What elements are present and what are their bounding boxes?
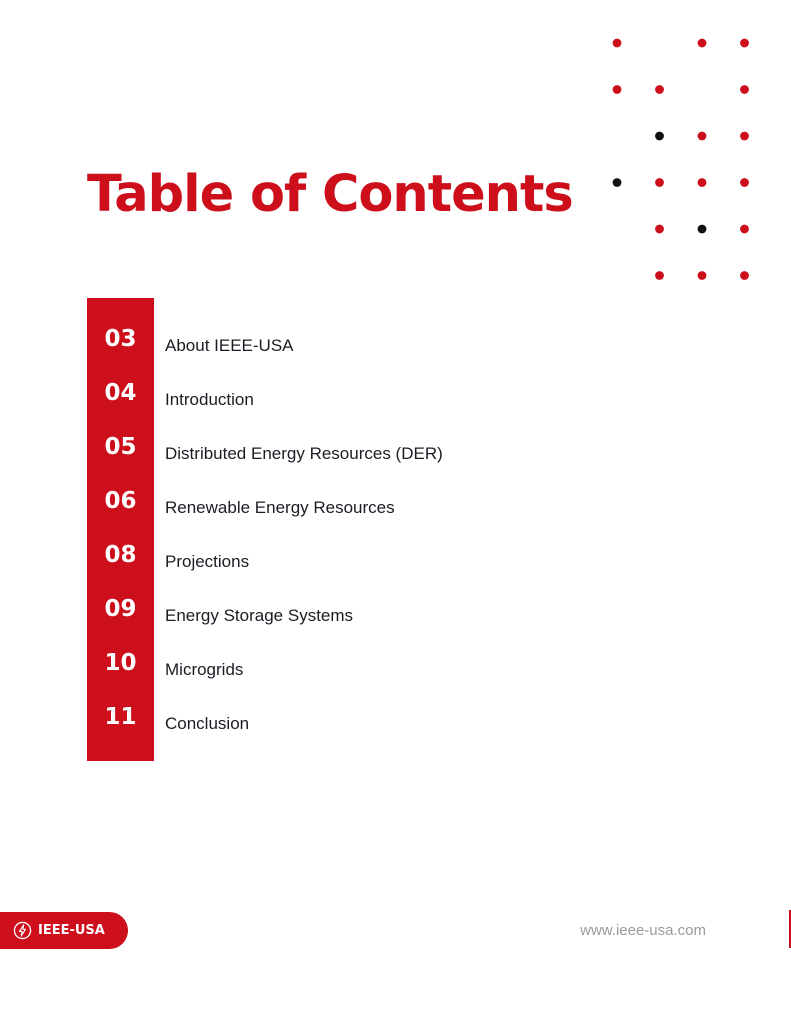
toc-page-number: 06 — [104, 488, 137, 514]
toc-entry-projections[interactable] — [87, 529, 587, 583]
toc-entry-label: Introduction — [165, 390, 254, 409]
decorative-dot — [698, 132, 707, 141]
toc-page-number: 04 — [104, 380, 137, 406]
page-title: Table of Contents — [87, 165, 573, 224]
decorative-dot — [655, 225, 664, 234]
decorative-dot — [740, 225, 749, 234]
decorative-dot — [655, 271, 664, 280]
decorative-dot — [698, 178, 707, 187]
decorative-dot — [655, 132, 664, 141]
decorative-dot — [740, 132, 749, 141]
table-of-contents-list — [87, 313, 587, 745]
toc-entry-label: Renewable Energy Resources — [165, 498, 395, 517]
decorative-dot — [740, 39, 749, 48]
decorative-dot — [655, 178, 664, 187]
decorative-dot — [740, 178, 749, 187]
decorative-dot — [740, 85, 749, 94]
toc-entry-der[interactable] — [87, 421, 587, 475]
website-url[interactable]: www.ieee-usa.com — [580, 922, 706, 939]
decorative-dot — [613, 178, 622, 187]
toc-page-number: 03 — [104, 326, 137, 352]
decorative-dot — [655, 85, 664, 94]
decorative-dot — [698, 39, 707, 48]
toc-entry-renewable[interactable] — [87, 475, 587, 529]
decorative-dot — [740, 271, 749, 280]
toc-page-number: 05 — [104, 434, 137, 460]
toc-page-number: 09 — [104, 596, 137, 622]
toc-entry-conclusion[interactable] — [87, 691, 587, 745]
brand-name: IEEE-USA — [38, 922, 105, 938]
toc-entry-storage[interactable] — [87, 583, 587, 637]
toc-entry-microgrids[interactable] — [87, 637, 587, 691]
toc-entry-label: Distributed Energy Resources (DER) — [165, 444, 443, 463]
toc-entry-label: Microgrids — [165, 660, 244, 679]
decorative-dot — [613, 85, 622, 94]
decorative-dot-grid — [600, 26, 760, 292]
lightning-bolt-icon — [13, 921, 32, 940]
toc-page-number: 08 — [104, 542, 137, 568]
toc-entry-introduction[interactable] — [87, 367, 587, 421]
brand-badge[interactable] — [0, 912, 128, 949]
toc-entry-label: Projections — [165, 552, 250, 571]
toc-entry-label: About IEEE-USA — [165, 336, 294, 355]
toc-entry-label: Conclusion — [165, 714, 250, 733]
toc-entry-label: Energy Storage Systems — [165, 606, 354, 625]
toc-page-number: 11 — [104, 704, 137, 730]
toc-page-number: 10 — [104, 650, 137, 676]
decorative-dot — [698, 225, 707, 234]
decorative-dot — [698, 271, 707, 280]
decorative-dot — [613, 39, 622, 48]
toc-entry-about[interactable] — [87, 313, 587, 367]
